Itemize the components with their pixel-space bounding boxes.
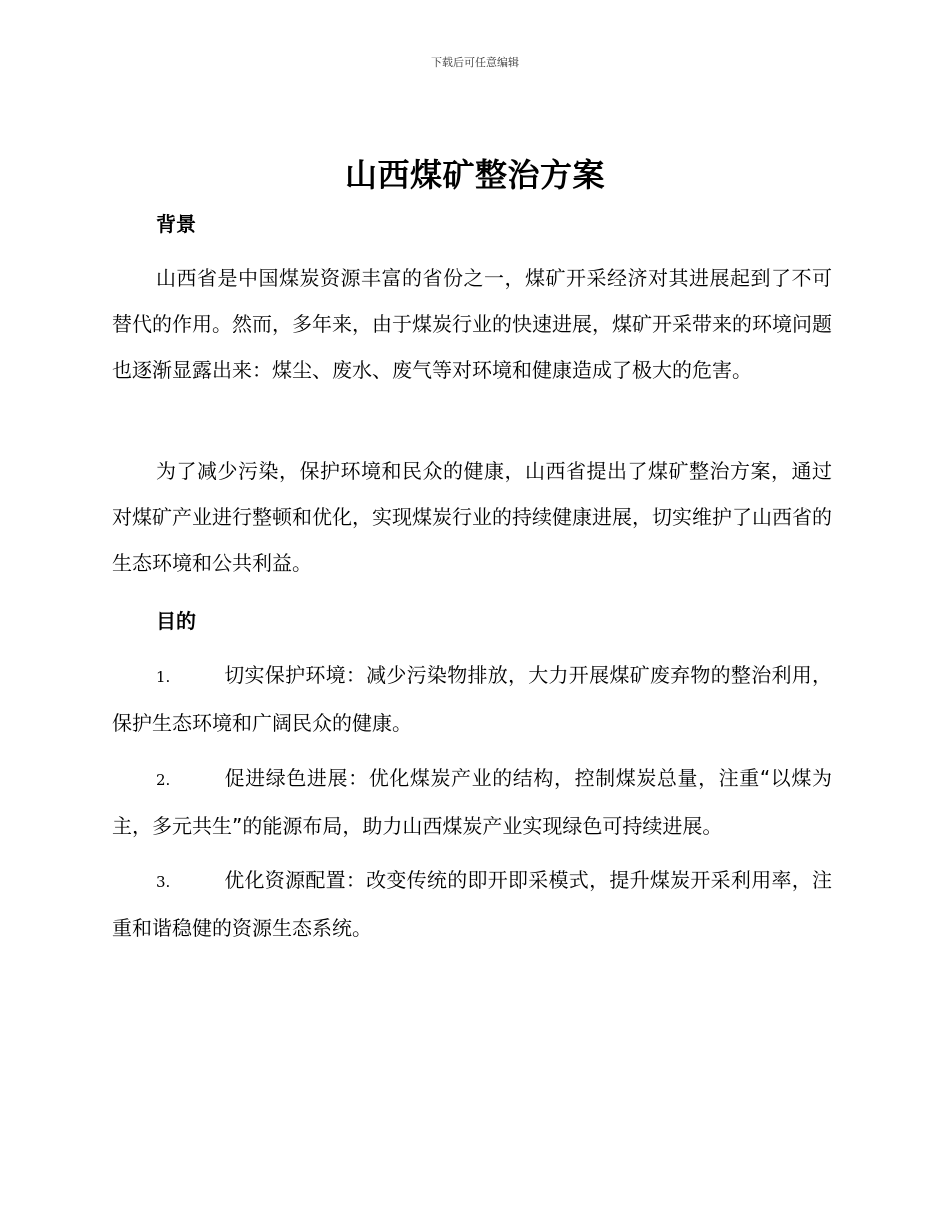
goal-item-number: 3. (156, 873, 171, 891)
goal-item-text: 优化资源配置：改变传统的即开即采模式，提升煤炭开采利用率，注重和谐稳健的资源生态系统。 (112, 868, 832, 940)
page-header-note: 下载后可任意编辑 (431, 56, 519, 69)
document-title: 山西煤矿整治方案 (344, 156, 605, 194)
background-paragraph-2: 为了减少污染，保护环境和民众的健康，山西省提出了煤矿整治方案，通过对煤矿产业进行整顿和优化，实现煤炭行业的持续健康进展，切实维护了山西省的生态环境和公共利益。 (112, 459, 832, 575)
goal-item-1 (112, 652, 832, 746)
goal-item-number: 2. (156, 771, 171, 789)
goal-item-text: 促进绿色进展：优化煤炭产业的结构，控制煤炭总量，注重“以煤为主，多元共生”的能源布局，助力山西煤炭产业实现绿色可持续进展。 (112, 766, 832, 838)
goal-item-number: 1. (156, 668, 171, 686)
goal-item-3 (112, 857, 832, 951)
goal-item-text: 切实保护环境：减少污染物排放，大力开展煤矿废弃物的整治利用，保护生态环境和广阔民众的健康。 (112, 663, 832, 735)
background-paragraph-1: 山西省是中国煤炭资源丰富的省份之一，煤矿开采经济对其进展起到了不可替代的作用。然而，多年来，由于煤炭行业的快速进展，煤矿开采带来的环境问题也逐渐显露出来：煤尘、废水、废气等对环境和健康造成了极大的危害。 (112, 266, 832, 382)
goal-item-2 (112, 755, 832, 849)
section-heading-background: 背景 (156, 212, 196, 236)
section-heading-goals: 目的 (156, 609, 196, 633)
